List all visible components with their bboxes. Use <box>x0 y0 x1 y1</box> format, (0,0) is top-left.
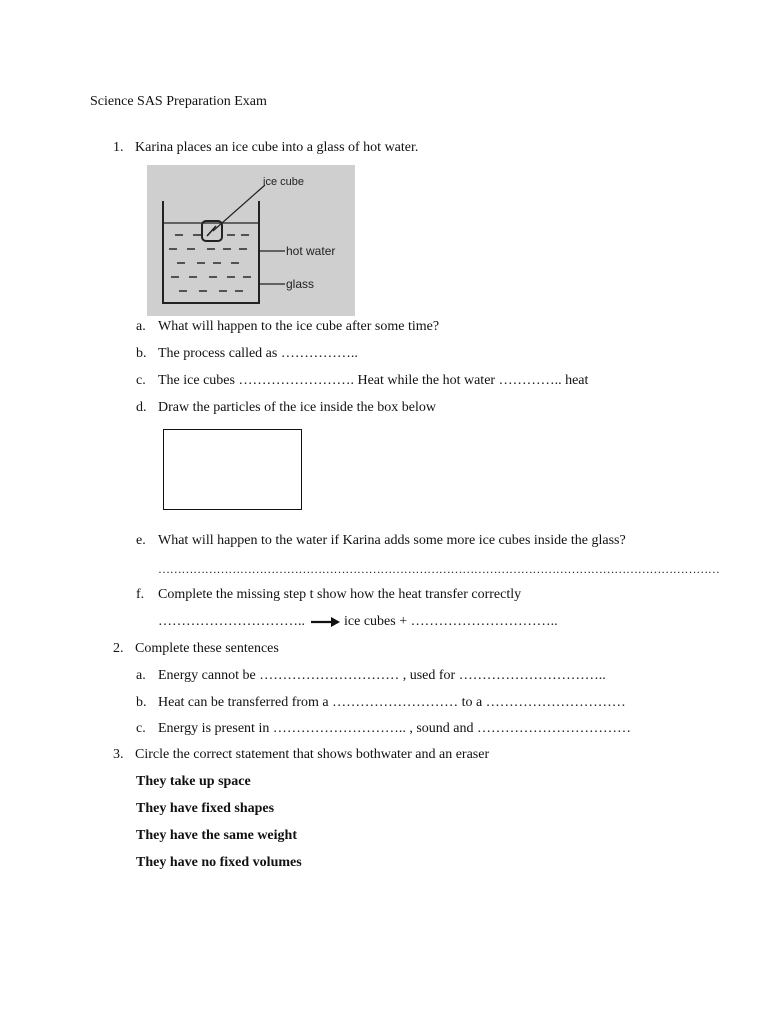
subitem-text: Energy cannot be ………………………… , used for ………………………….. <box>158 668 606 683</box>
subitem-letter: c. <box>136 721 146 736</box>
page-title: Science SAS Preparation Exam <box>90 94 267 109</box>
subitem-letter: f. <box>136 587 145 602</box>
subitem-text: The ice cubes ……………………. Heat while the hot water ………….. heat <box>158 373 589 388</box>
subitem-text: Energy is present in ……………………….. , sound and …………………………… <box>158 721 631 736</box>
label-glass: glass <box>286 277 315 291</box>
option-take-up-space[interactable]: They take up space <box>136 774 251 789</box>
label-hot-water: hot water <box>286 244 336 258</box>
ice-cube-glass-figure <box>147 165 355 316</box>
subitem-letter: a. <box>136 668 146 683</box>
subitem-letter: b. <box>136 695 147 710</box>
drawing-box[interactable] <box>163 429 302 510</box>
subitem-letter: c. <box>136 373 146 388</box>
subitem-text: Heat can be transferred from a ……………………… to a ………………………… <box>158 695 626 710</box>
subitem-text: Draw the particles of the ice inside the box below <box>158 400 436 415</box>
subitem-text: What will happen to the ice cube after some time? <box>158 319 440 334</box>
subitem-letter: b. <box>136 346 147 361</box>
question-text: Karina places an ice cube into a glass of hot water. <box>135 140 419 155</box>
subitem-text: What will happen to the water if Karina adds some more ice cubes inside the glass? <box>158 533 626 548</box>
water-dashes <box>169 235 251 291</box>
arrow-right-icon <box>309 616 341 628</box>
subitem-letter: d. <box>136 400 147 415</box>
subitem-letter: a. <box>136 319 146 334</box>
subitem-text: Complete the missing step t show how the heat transfer correctly <box>158 587 522 602</box>
answer-blank[interactable]: ……………………………………………………………………………………………………………………………… <box>158 562 720 576</box>
heat-transfer-row <box>158 613 558 631</box>
question-text: Complete these sentences <box>135 641 279 656</box>
subitem-letter: e. <box>136 533 146 548</box>
option-fixed-shapes[interactable]: They have fixed shapes <box>136 801 275 816</box>
label-ice-cube: ice cube <box>263 176 304 188</box>
ice-cubes-text: ice cubes + <box>344 614 411 629</box>
option-same-weight[interactable]: They have the same weight <box>136 828 297 843</box>
answer-blank[interactable]: ………………………….. <box>410 614 558 629</box>
glass-outline <box>163 201 259 303</box>
answer-blank[interactable]: ………………………….. <box>158 614 305 629</box>
question-number: 2. <box>113 641 124 656</box>
question-number: 1. <box>113 140 124 155</box>
glass-diagram <box>147 165 355 316</box>
question-number: 3. <box>113 747 124 762</box>
subitem-text: The process called as …………….. <box>158 346 358 361</box>
question-text: Circle the correct statement that shows bothwater and an eraser <box>135 747 490 762</box>
option-no-fixed-volumes[interactable]: They have no fixed volumes <box>136 855 302 870</box>
